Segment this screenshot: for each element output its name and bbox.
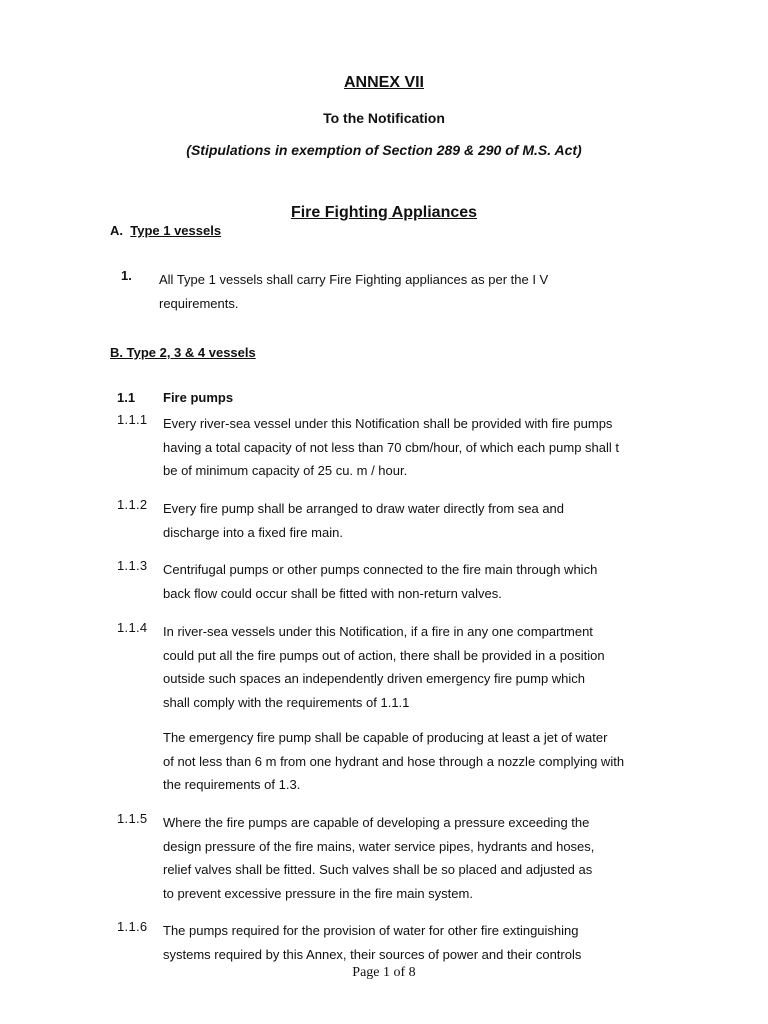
clause-text [163, 497, 564, 544]
clause-line: shall comply with the requirements of 1.1.1 [163, 694, 410, 710]
clause-text [163, 811, 594, 905]
clause-line: outside such spaces an independently driven emergency fire pump which [163, 671, 586, 686]
subsection-title: Fire pumps [163, 390, 234, 405]
section-a-heading [110, 223, 221, 238]
clause-number: 1.1.2 [117, 497, 148, 512]
clause-text [163, 726, 624, 797]
clause-line: be of minimum capacity of 25 cu. m / hour. [163, 463, 408, 478]
clause-number: 1.1.1 [117, 412, 148, 427]
clause-number: 1.1.4 [117, 620, 148, 635]
clause-line: relief valves shall be fitted. Such valves shall be so placed and adjusted as [163, 862, 593, 877]
clause-number: 1.1.6 [117, 919, 148, 934]
item-line: requirements. [159, 296, 239, 311]
clause-line: the requirements of 1.3. [163, 777, 301, 792]
clause-line: discharge into a fixed fire main. [163, 524, 343, 540]
clause-line: The pumps required for the provision of water for other fire extinguishing [163, 923, 579, 938]
clause-text [163, 919, 581, 966]
clause-line: In river-sea vessels under this Notification, if a fire in any one compartment [163, 624, 593, 639]
clause-line: Every river-sea vessel under this Notification shall be provided with fire pumps [163, 416, 613, 431]
clause-line: Where the fire pumps are capable of developing a pressure exceeding the [163, 815, 590, 830]
subsection-number: 1.1 [117, 390, 136, 405]
section-a-label: Type 1 vessels [130, 223, 222, 238]
stipulations-line: (Stipulations in exemption of Section 289 & 290 of M.S. Act) [186, 142, 582, 158]
clause-number: 1.1.3 [117, 558, 148, 573]
item-text [159, 268, 548, 316]
clause-line: Centrifugal pumps or other pumps connected to the fire main through which [163, 562, 598, 577]
clause-line: back flow could occur shall be fitted with non-return valves. [163, 585, 502, 601]
clause-line: to prevent excessive pressure in the fire main system. [163, 885, 473, 901]
clause-line: of not less than 6 m from one hydrant and hose through a nozzle complying with [163, 753, 625, 769]
clause-line: could put all the fire pumps out of action, there shall be provided in a position [163, 647, 605, 663]
item-line: All Type 1 vessels shall carry Fire Fighting appliances as per the I V [159, 272, 549, 287]
section-a-prefix: A. [110, 223, 123, 238]
page-number: Page 1 of 8 [352, 965, 416, 980]
clause-line: Every fire pump shall be arranged to draw water directly from sea and [163, 501, 565, 516]
section-b-heading: B. Type 2, 3 & 4 vessels [110, 345, 256, 360]
section-title: Fire Fighting Appliances [290, 204, 478, 221]
clause-text [163, 620, 605, 714]
clause-line: systems required by this Annex, their sources of power and their controls [163, 946, 582, 962]
item-number: 1. [121, 268, 132, 283]
clause-line: design pressure of the fire mains, water service pipes, hydrants and hoses, [163, 838, 595, 854]
clause-number: 1.1.5 [117, 811, 148, 826]
clause-text [163, 412, 619, 483]
clause-line: having a total capacity of not less than 70 cbm/hour, of which each pump shall t [163, 439, 619, 455]
clause-line: The emergency fire pump shall be capable of producing at least a jet of water [163, 730, 608, 745]
notification-subtitle: To the Notification [323, 110, 445, 126]
annex-title: ANNEX VII [343, 74, 424, 91]
clause-text [163, 558, 597, 605]
